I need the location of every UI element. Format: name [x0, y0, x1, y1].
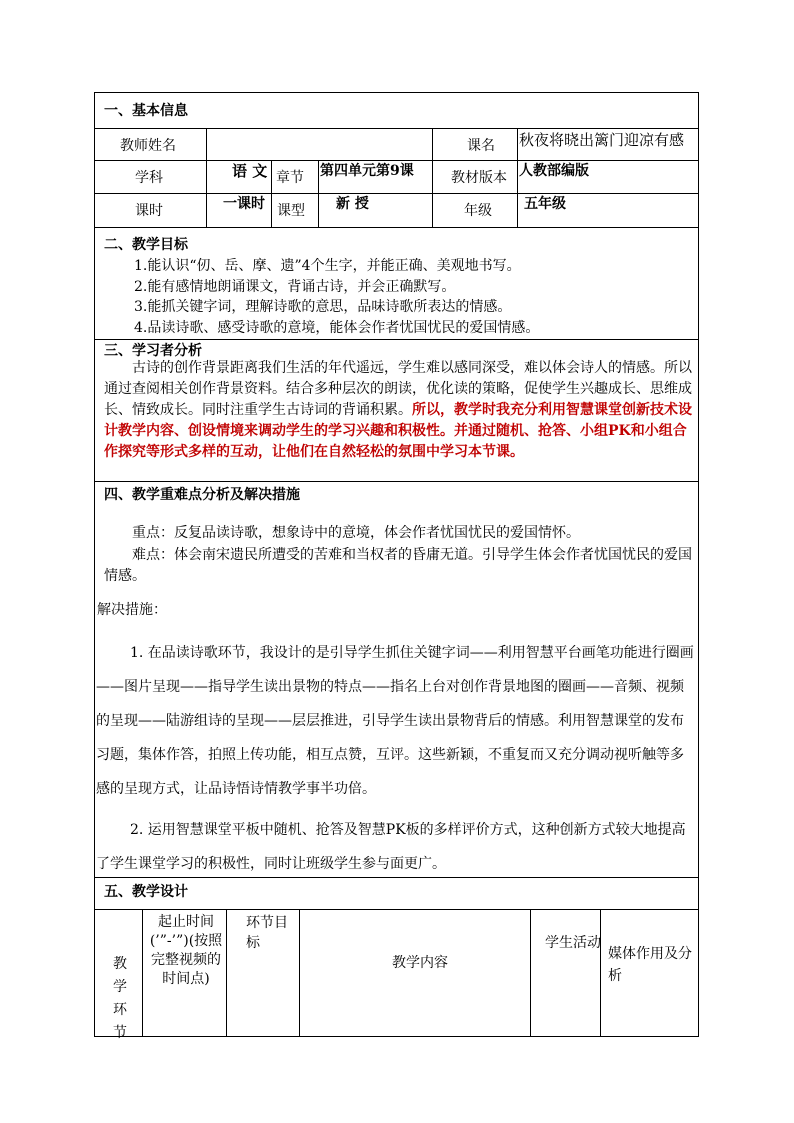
col-step-goal: 环节目标 — [246, 915, 288, 951]
section5-heading: 五、教学设计 — [104, 884, 188, 900]
teacher-name-label: 教师姓名 — [120, 138, 176, 154]
lesson-name-label: 课名 — [467, 138, 495, 154]
class-hours-value: 一课时 — [223, 196, 265, 212]
chapter-label: 章节 — [276, 170, 304, 186]
goal-item: 4.品读诗歌、感受诗歌的意境，能体会作者忧国忧民的爱国情感。 — [134, 320, 540, 336]
learner-analysis-highlight: 所以，教学时我充分利用智慧课堂创新技术设计教学内容、创设情境来调动学生的学习兴趣和积极性。并通过随机、抢答、小组PK和小组合作探究等形式多样的互动，让他们在自然轻松的氛围中学习本节课。 — [104, 402, 692, 460]
col-teaching-step: 教学环节 — [113, 956, 127, 1041]
section2-heading: 二、教学目标 — [104, 237, 188, 253]
section3-heading: 三、学习者分析 — [104, 343, 202, 359]
difficult-point: 难点：体会南宋遗民所遭受的苦难和当权者的昏庸无道。引导学生体会作者忧国忧民的爱国情感。 — [104, 547, 692, 584]
key-point: 重点：反复品读诗歌，想象诗中的意境，体会作者忧国忧民的爱国情怀。 — [132, 525, 580, 541]
textbook-value: 人教部编版 — [519, 163, 589, 179]
class-hours-label: 课时 — [135, 203, 163, 219]
subject-label: 学科 — [135, 170, 163, 186]
goal-item: 1.能认识“仞、岳、摩、遗”4个生字，并能正确、美观地书写。 — [134, 258, 521, 274]
section4-heading: 四、教学重难点分析及解决措施 — [104, 487, 300, 503]
textbook-label: 教材版本 — [451, 170, 507, 186]
lesson-type-value: 新 授 — [336, 196, 369, 212]
measure-item-1: 1. 在品读诗歌环节，我设计的是引导学生抓住关键字词——利用智慧平台画笔功能进行圈画——图片呈现——指导学生读出景物的特点——指名上台对创作背景地图的圈画——音频、视频的呈现——陆游组诗的呈现——层层推进，引导学生读出景物背后的情感。利用智慧课堂的发布习题，集体作答，拍照上传功能，相互点赞，互评。这些新颖，不重复而又充分调动视听触等多感的呈现方式，让品诗悟诗情教学事半功倍。 — [96, 645, 694, 797]
col-teaching-content: 教学内容 — [392, 955, 448, 971]
learner-analysis-paragraph — [104, 358, 696, 463]
chapter-value: 第四单元第9课 — [320, 163, 414, 179]
subject-value: 语 文 — [232, 162, 268, 180]
section1-heading: 一、基本信息 — [104, 103, 188, 119]
lesson-name-value: 秋夜将晓出篱门迎凉有感 — [519, 131, 685, 149]
goal-item: 3.能抓关键字词，理解诗歌的意思，品味诗歌所表达的情感。 — [134, 299, 512, 315]
lesson-type-label: 课型 — [277, 203, 305, 219]
col-time-range: 起止时间(’”-’”)(按照完整视频的时间点) — [149, 914, 223, 987]
measure-item-2: 2. 运用智慧课堂平板中随机、抢答及智慧PK板的多样评价方式，这种创新方式较大地提高了学生课堂学习的积极性，同时让班级学生参与面更广。 — [96, 822, 686, 872]
goal-item: 2.能有感情地朗诵课文，背诵古诗，并会正确默写。 — [134, 279, 456, 295]
learner-analysis-text: 古诗的创作背景距离我们生活的年代遥远，学生难以感同深受，难以体会诗人的情感。所以通过查阅相关创作背景资料。结合多种层次的朗读，优化读的策略，促使学生兴趣成长、思维成长、情致成长。同时注重学生古诗词的背诵积累。 — [104, 360, 692, 418]
measures-label: 解决措施： — [97, 602, 167, 618]
col-student-activity: 学生活动 — [545, 935, 601, 951]
col-media-analysis: 媒体作用及分析 — [608, 946, 692, 984]
grade-label: 年级 — [464, 203, 492, 219]
grade-value: 五年级 — [524, 196, 566, 212]
